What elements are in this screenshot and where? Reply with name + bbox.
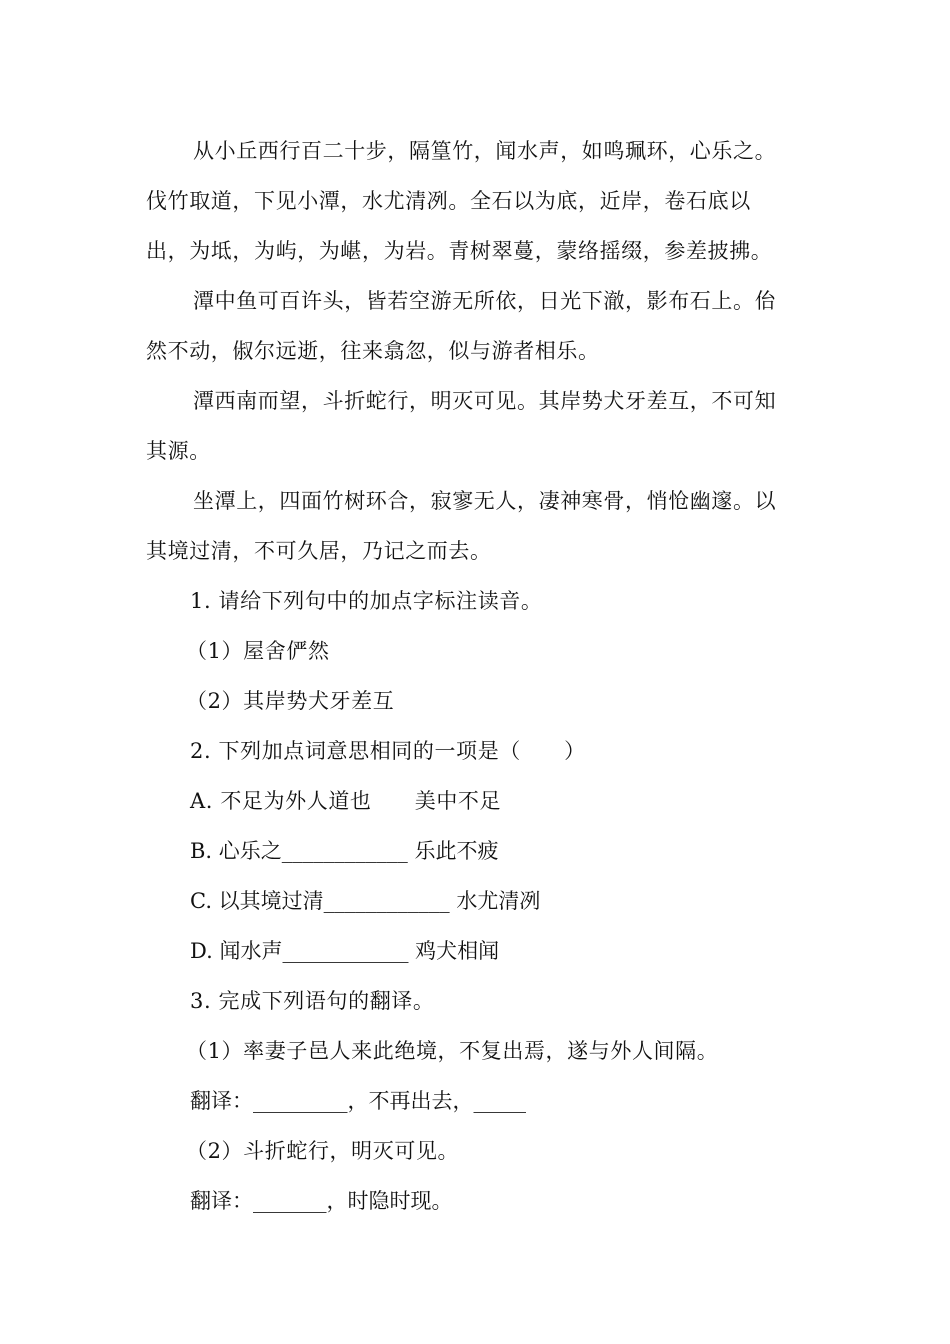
- question-3-title: 3. 完成下列语句的翻译。: [190, 989, 435, 1013]
- question-3-translation-2: 翻译：_______，时隐时现。: [190, 1189, 453, 1213]
- question-1-item-2: （2）其岸势犬牙差互: [186, 689, 395, 713]
- passage-p1-line2: 伐竹取道，下见小潭，水尤清冽。全石以为底，近岸，卷石底以: [146, 189, 751, 213]
- passage-p1-line3: 出，为坻，为屿，为嵁，为岩。青树翠蔓，蒙络摇缀，参差披拂。: [146, 239, 773, 263]
- passage-p4-line1: 坐潭上，四面竹树环合，寂寥无人，凄神寒骨，悄怆幽邃。以: [193, 489, 777, 513]
- question-3-item-2: （2）斗折蛇行，明灭可见。: [186, 1139, 460, 1163]
- question-2-option-b: B. 心乐之____________ 乐此不疲: [190, 839, 499, 863]
- question-2-option-c: C. 以其境过清____________ 水尤清冽: [190, 889, 541, 913]
- question-3-translation-1: 翻译：_________，不再出去，_____: [190, 1089, 526, 1113]
- passage-p2-line1: 潭中鱼可百许头，皆若空游无所依，日光下澈，影布石上。佁: [193, 289, 777, 313]
- question-1-title: 1. 请给下列句中的加点字标注读音。: [190, 589, 543, 613]
- passage-p3-line2: 其源。: [146, 439, 211, 463]
- question-2-title: 2. 下列加点词意思相同的一项是（ ）: [190, 739, 586, 763]
- passage-p4-line2: 其境过清，不可久居，乃记之而去。: [146, 539, 492, 563]
- question-2-option-a: A. 不足为外人道也 美中不足: [190, 789, 502, 813]
- passage-p2-line2: 然不动，俶尔远逝，往来翕忽，似与游者相乐。: [146, 339, 600, 363]
- question-1-item-1: （1）屋舍俨然: [186, 639, 330, 663]
- passage-p1-line1: 从小丘西行百二十步，隔篁竹，闻水声，如鸣珮环，心乐之。: [193, 139, 777, 163]
- question-3-item-1: （1）率妻子邑人来此绝境，不复出焉，遂与外人间隔。: [186, 1039, 719, 1063]
- passage-p3-line1: 潭西南而望，斗折蛇行，明灭可见。其岸势犬牙差互，不可知: [193, 389, 777, 413]
- question-2-option-d: D. 闻水声____________ 鸡犬相闻: [190, 939, 500, 963]
